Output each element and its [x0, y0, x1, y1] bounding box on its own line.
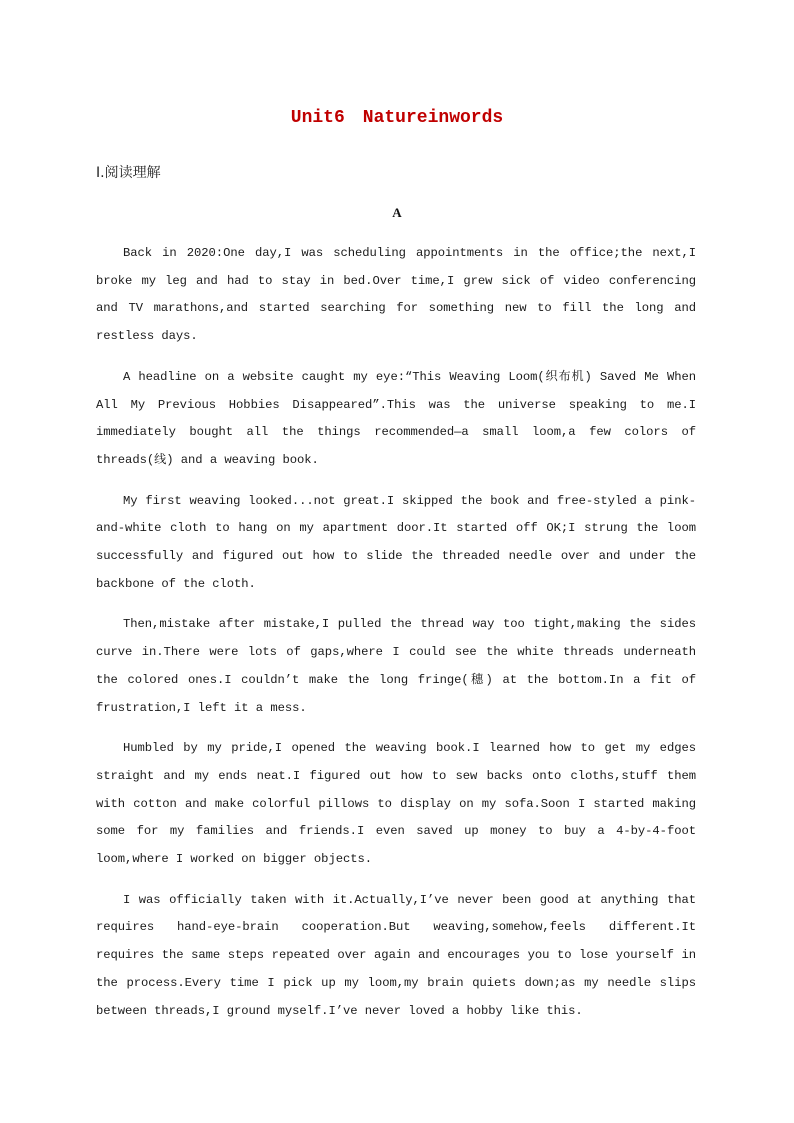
paragraph-6: I was officially taken with it.Actually,I’ve never been good at anything that requires hand-eye-brain cooperation.But weaving,somehow,feels different.It requires the same steps repeated over again and encourages you to lose yourself in the process.Every time I pick up my loom,my brain quiets down;as my needle slips between threads,I ground myself.I’ve never loved a hobby like this. [96, 892, 696, 1018]
unit-name: Natureinwords [362, 108, 504, 128]
paragraph-3: My first weaving looked...not great.I skipped the book and free-styled a pink-and-white cloth to hang on my apartment door.It started off OK;I strung the loom successfully and figured out how to slide the threaded needle over and under the backbone of the cloth. [96, 493, 696, 591]
passage-label: A [392, 205, 402, 220]
paragraph-2: A headline on a website caught my eye:“This Weaving Loom(织布机) Saved Me When All My Previous Hobbies Disappeared”.This was the universe speaking to me.I immediately bought all the things recommended—a small loom,a few colors of threads(线) and a weaving book. [96, 369, 696, 467]
page-title [0, 108, 794, 128]
passage-body [96, 240, 696, 1038]
paragraph-1: Back in 2020:One day,I was scheduling appointments in the office;the next,I broke my leg and had to stay in bed.Over time,I grew sick of video conferencing and TV marathons,and started searching for something new to fill the long and restless days. [96, 246, 696, 344]
paragraph-5: Humbled by my pride,I opened the weaving book.I learned how to get my edges straight and my ends neat.I figured out how to sew backs onto cloths,stuff them with cotton and make colorful pillows to display on my sofa.Soon I started making some for my families and friends.I even saved up money to buy a 4-by-4-foot loom,where I worked on bigger objects. [96, 741, 696, 867]
section-heading: Ⅰ.阅读理解 [96, 165, 161, 181]
paragraph-4: Then,mistake after mistake,I pulled the thread way too tight,making the sides curve in.There were lots of gaps,where I could see the white threads underneath the colored ones.I couldn’t make the long fringe(穗) at the bottom.In a fit of frustration,I left it a mess. [96, 617, 696, 715]
unit-number: Unit6 [290, 108, 345, 128]
